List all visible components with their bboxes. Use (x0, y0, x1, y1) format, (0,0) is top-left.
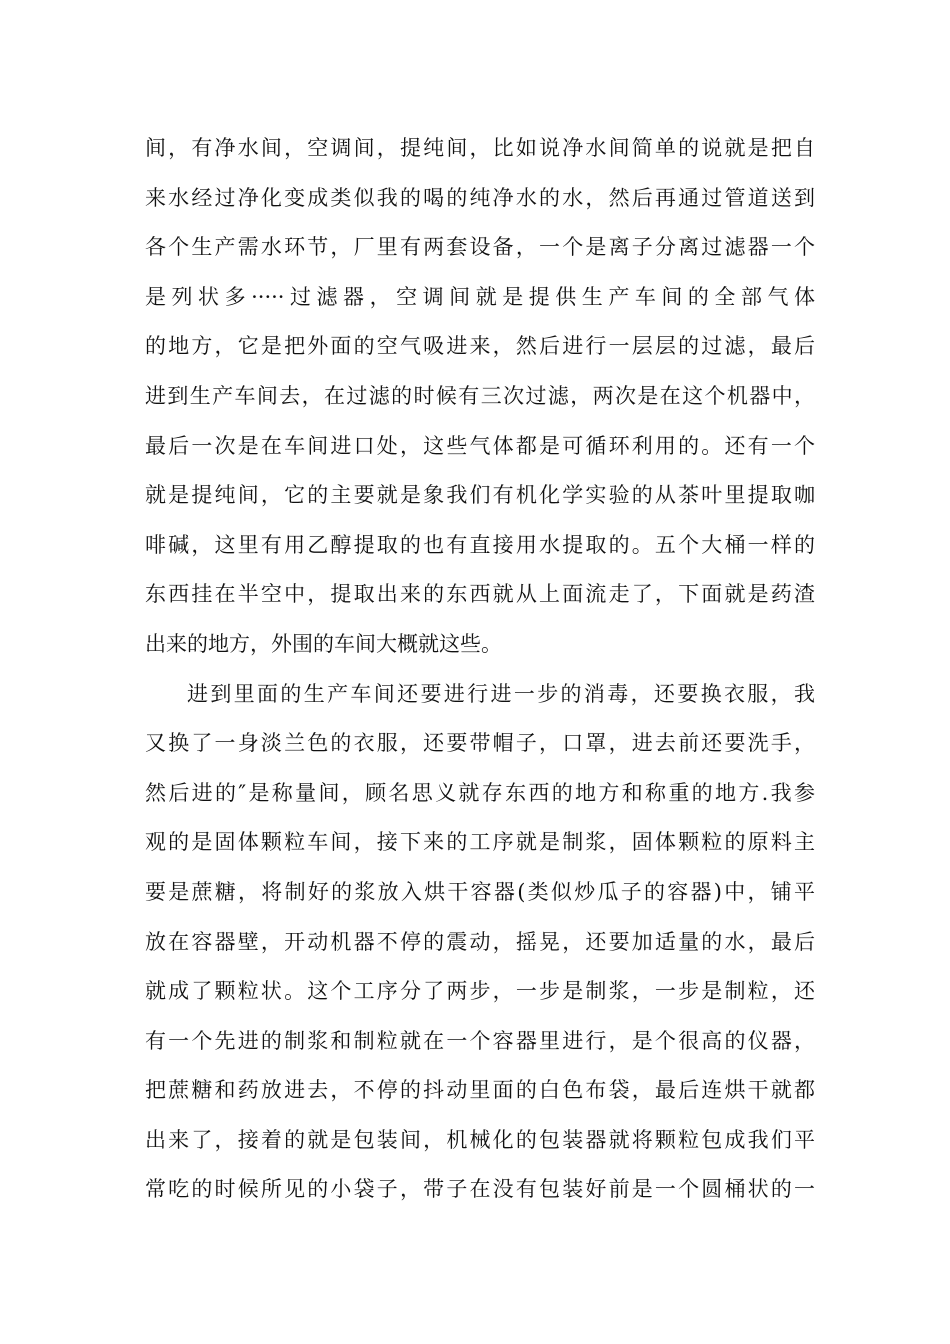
text-line: 是列状多·····过滤器，空调间就是提供生产车间的全部气体 (145, 284, 815, 309)
text-line: 出来的地方，外围的车间大概就这些。 (145, 631, 502, 656)
text-line: 东西挂在半空中，提取出来的东西就从上面流走了，下面就是药渣 (145, 582, 815, 607)
text-line: 进到生产车间去，在过滤的时候有三次过滤，两次是在这个机器中， (145, 383, 815, 408)
text-line: 放在容器壁，开动机器不停的震动，摇晃，还要加适量的水，最后 (145, 929, 815, 954)
text-line: 进到里面的生产车间还要进行进一步的消毒，还要换衣服，我 (187, 681, 815, 706)
text-line: 就成了颗粒状。这个工序分了两步，一步是制浆，一步是制粒，还 (145, 979, 815, 1004)
text-line: 有一个先进的制浆和制粒就在一个容器里进行，是个很高的仪器， (145, 1028, 815, 1053)
text-line: 观的是固体颗粒车间，接下来的工序就是制浆，固体颗粒的原料主 (145, 830, 815, 855)
text-line: 的地方，它是把外面的空气吸进来，然后进行一层层的过滤，最后 (145, 334, 815, 359)
text-line: 然后进的″是称量间，顾名思义就存东西的地方和称重的地方.我参 (145, 780, 815, 805)
text-line: 最后一次是在车间进口处，这些气体都是可循环利用的。还有一个 (145, 433, 815, 458)
text-line: 啡碱，这里有用乙醇提取的也有直接用水提取的。五个大桶一样的 (145, 532, 815, 557)
text-line: 就是提纯间，它的主要就是象我们有机化学实验的从茶叶里提取咖 (145, 483, 815, 508)
paragraph-1 (145, 124, 815, 670)
text-line: 来水经过净化变成类似我的喝的纯净水的水，然后再通过管道送到 (145, 185, 815, 210)
body-text (145, 124, 815, 1215)
text-line: 各个生产需水环节，厂里有两套设备，一个是离子分离过滤器一个 (145, 235, 815, 260)
paragraph-2 (145, 670, 815, 1216)
text-line: 又换了一身淡兰色的衣服，还要带帽子，口罩，进去前还要洗手， (145, 731, 815, 756)
text-line: 把蔗糖和药放进去，不停的抖动里面的白色布袋，最后连烘干就都 (145, 1078, 815, 1103)
text-line: 间，有净水间，空调间，提纯间，比如说净水间简单的说就是把自 (145, 136, 815, 160)
text-line: 常吃的时候所见的小袋子，带子在没有包装好前是一个圆桶状的一 (145, 1177, 815, 1202)
text-line: 要是蔗糖，将制好的浆放入烘干容器(类似炒瓜子的容器)中，铺平 (145, 879, 815, 904)
text-line: 出来了，接着的就是包装间，机械化的包装器就将颗粒包成我们平 (145, 1127, 815, 1152)
